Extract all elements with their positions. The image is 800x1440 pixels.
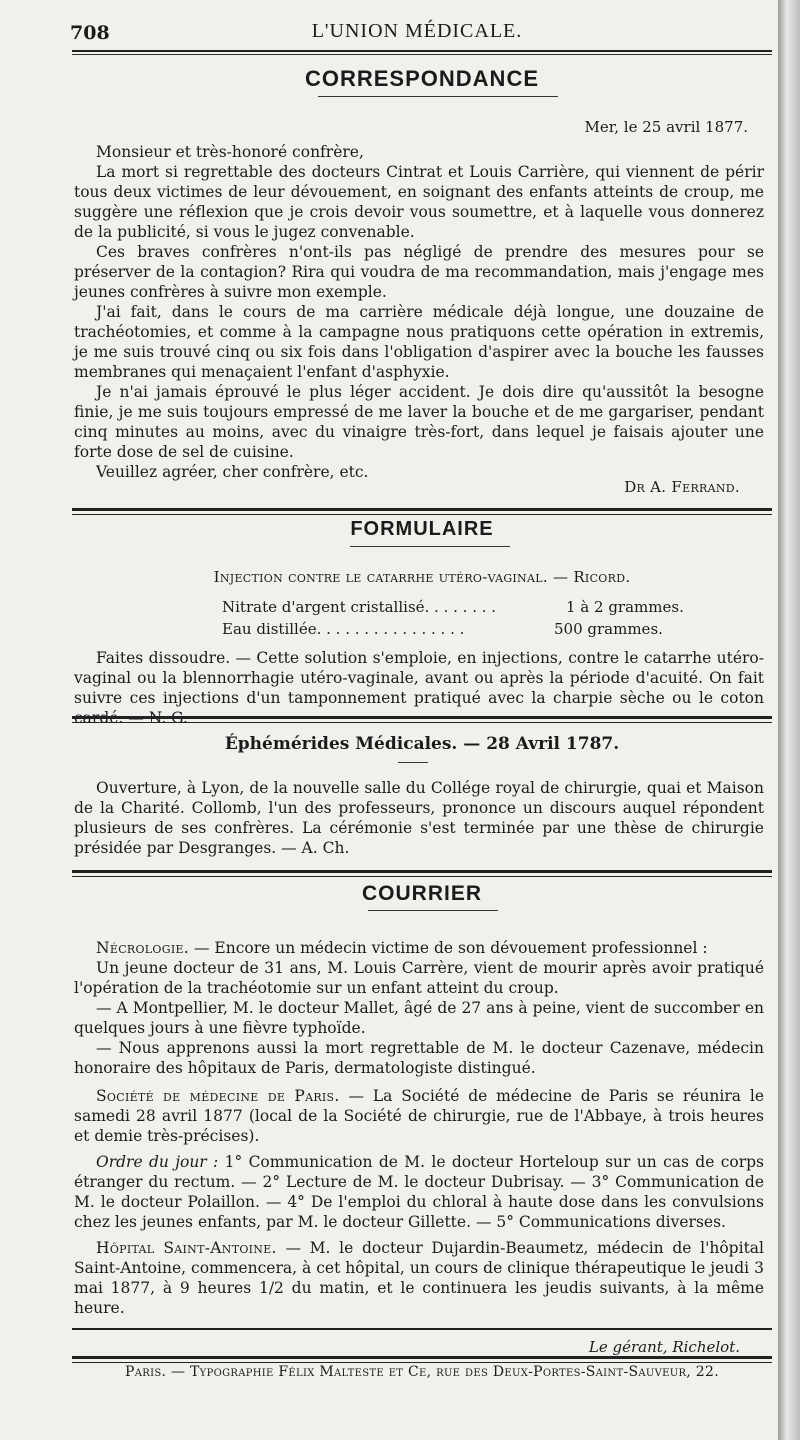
hopital-text: — M. le docteur Dujardin-Beaumetz, médecin de l'hôpital Saint-Antoine, commencera, à cet hôpital, un cours de clinique thérapeutique le jeudi 3 mai 1877, à 9 heures 1/2 du matin, et le continuera les jeudis suivants, à la même heure. [74,1239,764,1317]
section-title-formulaire: FORMULAIRE [350,518,494,540]
title-underline [398,762,428,763]
necrologie-item: — A Montpellier, M. le docteur Mallet, âgé de 27 ans à peine, vient de succomber en quelques jours à une fièvre typhoïde. [74,999,764,1037]
section-rule [72,870,772,877]
necrologie-item: Un jeune docteur de 31 ans, M. Louis Carrère, vient de mourir après avoir pratiqué l'opération de la trachéotomie sur un enfant atteint du croup. [74,959,764,997]
letter-body [74,142,764,482]
journal-title: L'UNION MÉDICALE. [311,20,523,42]
societe-label: Société de médecine de Paris. [96,1087,340,1105]
recipe-ingredient: Eau distillée. . . . . . . . . . . . . . . . [222,620,465,638]
title-underline [318,96,558,97]
section-title-courrier: COURRIER [361,882,482,905]
title-underline [350,546,510,547]
footer-rule-double [72,1356,772,1363]
footer-rule [72,1328,772,1330]
societe-text: — La Société de médecine de Paris se réunira le samedi 28 avril 1877 (local de la Société de chirurgie, rue de l'Abbaye, à trois heures et demie très-précises). [74,1087,764,1145]
ordre-du-jour-label: Ordre du jour : [96,1153,219,1171]
recipe-quantity: 500 grammes. [554,620,663,638]
letter-paragraph: La mort si regrettable des docteurs Cintrat et Louis Carrière, qui viennent de périr tous deux victimes de leur dévouement, en soignant des enfants atteints de croup, me suggère une réflexion que je crois devoir vous soumettre, et à laquelle vous donnerez de la publicité, si vous le jugez convenable. [74,163,764,241]
letter-date: Mer, le 25 avril 1877. [584,118,748,136]
letter-closing: Veuillez agréer, cher confrère, etc. [96,463,369,481]
ephemerides-text: Ouverture, à Lyon, de la nouvelle salle du Collége royal de chirurgie, quai et Maison de la Charité. Collomb, l'un des professeurs, prononce un discours auquel répondent plusieurs de ses confrères. La cérémonie s'est terminée par une thèse de chirurgie présidée par Desgranges. — A. Ch. [74,779,764,857]
necrologie-lead: — Encore un médecin victime de son dévouement professionnel : [193,939,708,957]
necrologie-label: Nécrologie. [96,939,190,957]
ephemerides-title: Éphémérides Médicales. — 28 Avril 1787. [224,734,620,754]
hopital-label: Hôpital Saint-Antoine. [96,1239,277,1257]
recipe-ingredient: Nitrate d'argent cristallisé. . . . . . . . [222,598,497,616]
recipe-title: Injection contre le catarrhe utéro-vaginal. — Ricord. [213,568,631,586]
section-rule [72,716,772,723]
letter-paragraph: J'ai fait, dans le cours de ma carrière médicale déjà longue, une douzaine de trachéotomies, et comme à la campagne nous pratiquons cette opération in extremis, je me suis trouvé cinq ou six fois dans l'obligation d'aspirer avec la bouche les fausses membranes qui menaçaient l'enfant d'asphyxie. [74,303,764,381]
header-rule [72,50,772,52]
letter-paragraph: Je n'ai jamais éprouvé le plus léger accident. Je dois dire qu'aussitôt la besogne finie, je me suis toujours empressé de me laver la bouche et de me gargariser, pendant cinq minutes au moins, avec du vinaigre très-fort, dans lequel je faisais ajouter une forte dose de sel de cuisine. [74,383,764,461]
ephemerides-block [74,778,764,858]
page-number: 708 [70,22,110,44]
ordre-du-jour-text: 1° Communication de M. le docteur Horteloup sur un cas de corps étranger du rectum. — 2° Lecture de M. le docteur Dubrisay. — 3° Communication de M. le docteur Polaillon. — 4° De l'emploi du chloral à haute dose dans les convulsions chez les jeunes enfants, par M. le docteur Gillette. — 5° Communications diverses. [74,1153,764,1231]
courrier-block [74,938,764,1318]
imprint-line: Paris. — Typographie Félix Malteste et Ce, rue des Deux-Portes-Saint-Sauveur, 22. [125,1364,719,1380]
section-rule [72,508,772,515]
letter-salutation: Monsieur et très-honoré confrère, [96,143,364,161]
title-underline [368,910,498,911]
page-header [62,18,772,48]
recipe-instructions: Faites dissoudre. — Cette solution s'emploie, en injections, contre le catarrhe utéro-vaginal ou la blennorrhagie utéro-vaginale, avant ou après la période d'acuité. On fait suivre ces injections d'un tamponnement pratiqué avec la charpie sèche ou le coton cardé. — N. G. [74,649,764,727]
header-rule-thin [72,54,772,55]
letter-paragraph: Ces braves confrères n'ont-ils pas négligé de prendre des mesures pour se préserver de la contagion? Rira qui voudra de ma recommandation, mais j'engage mes jeunes confrères à suivre mon exemple. [74,243,764,301]
section-title-correspondance: CORRESPONDANCE [304,66,540,91]
recipe-quantity: 1 à 2 grammes. [566,598,684,616]
gerant-signature: Le gérant, Richelot. [588,1338,740,1356]
letter-signature: Dr A. Ferrand. [624,478,740,496]
page-edge-shadow [778,0,800,1440]
necrologie-item: — Nous apprenons aussi la mort regrettable de M. le docteur Cazenave, médecin honoraire des hôpitaux de Paris, dermatologiste distingué. [74,1039,764,1077]
